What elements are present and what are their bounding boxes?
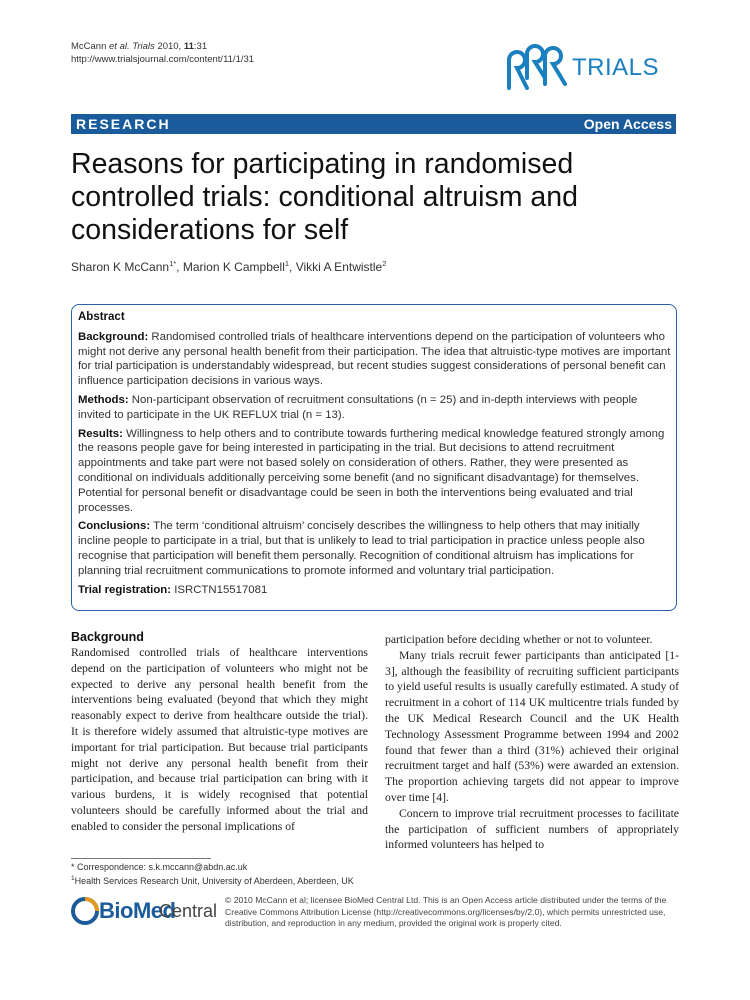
central-logo-text: Central (159, 901, 218, 921)
open-access-label: Open Access (583, 116, 672, 132)
biomed-central-icon (71, 897, 99, 925)
trials-logo-icon (505, 44, 571, 92)
license-text: © 2010 McCann et al; licensee BioMed Central Ltd. This is an Open Access article distributed under the terms of the Creative Commons Attribution License (http://creativecommons.org/licenses/by/2.0), which permits unrestricted use, distribution, and reproduction in any medium, provided the original work is properly cited. (225, 895, 667, 928)
body-paragraph: Randomised controlled trials of healthcare interventions depend on the participation of volunteers who might not be expected to derive any personal health benefit from the interventions being evaluated (beyond that which they might reasonably expect to derive from healthcare outside the trial). It is therefore widely assumed that altruistic-type motives are important for trial participation. But because trial participants might not derive any personal health benefit from their participation, and because trial participation can bring with it various burdens, it is widely recognised that potential volunteers should be carefully informed about the trial and enabled to consider the personal implications of (71, 646, 368, 833)
author: Marion K Campbell$^1$, (182, 259, 296, 274)
author-list (71, 259, 386, 274)
biomed-logo-text: BioMed (99, 898, 176, 923)
abstract-methods: Methods: Non-participant observation of recruitment consultations (n = 25) and in-depth interviews with people invited to participate in the UK REFLUX trial (n = 13). (78, 393, 638, 421)
abstract-background: Background: Randomised controlled trials of healthcare interventions depend on the participation of volunteers who might not derive any personal health benefit from their participation. The idea that altruistic-type motives are important for trial participation is understandably widespread, but recent studies suggest considerations of personal benefit can influence participation decisions in various ways. (78, 330, 671, 388)
section-banner (71, 114, 676, 134)
citation-line: McCann et al. Trials 2010, 11:31 (71, 41, 208, 52)
trials-logo (505, 44, 675, 92)
body-column-left (71, 629, 368, 835)
abstract-results: Results: Willingness to help others and to contribute towards furthering medical knowledge featured strongly among the reasons people gave for being interested in participating in the trial. But decisions to attend recruitment appointments and take part were not based solely on consideration of others. Rather, they were presented as conditional on individuals additionally perceiving some benefit (and no significant disadvantage) for themselves. Potential for personal benefit or disadvantage could be seen in both the interventions being evaluated and trial processes. (78, 427, 665, 514)
article-url-link[interactable]: http://www.trialsjournal.com/content/11/1/31 (71, 54, 255, 65)
biomed-central-logo (71, 896, 221, 926)
abstract-box (71, 304, 677, 611)
body-column-right (385, 632, 679, 853)
author: Vikki A Entwistle$^2$ (295, 259, 387, 274)
body-paragraph: Many trials recruit fewer participants than anticipated [1-3], although the feasibility of recruiting sufficient participants to yield useful results is usually carefully estimated. A study of recruitment in a cohort of 114 UK multicentre trials funded by the UK Medical Research Council and the UK Health Technology Assessment Programme between 1994 and 2002 found that fewer than a third (31%) achieved their original recruitment target and half (53%) were awarded an extension. The proportion achieving targets did not appear to improve over time [4]. (385, 648, 679, 804)
section-heading-background: Background (71, 630, 144, 644)
affiliation-note: $^1$Health Services Research Unit, University of Aberdeen, Aberdeen, UK (71, 875, 354, 886)
section-label: RESEARCH (76, 116, 171, 132)
body-paragraph: participation before deciding whether or not to volunteer. (385, 633, 653, 646)
citation-header (71, 40, 254, 66)
article-title: Reasons for participating in randomised controlled trials: conditional altruism and considerations for self (71, 148, 578, 246)
abstract-conclusions: Conclusions: The term ‘conditional altruism’ concisely describes the willingness to help others that may initially incline people to participate in a trial, but that is unlikely to lead to trial participation in practice unless people also recognise that participation will benefit them personally. Recognition of conditional altruism has implications for planning trial recruitment communications to promote informed and voluntary trial participation. (78, 520, 645, 577)
body-paragraph: Concern to improve trial recruitment processes to facilitate the participation of sufficient numbers of appropriately informed volunteers has helped to (385, 806, 679, 852)
footnotes (71, 861, 354, 887)
correspondence-note: * Correspondence: s.k.mccann@abdn.ac.uk (71, 862, 248, 872)
trials-logo-text: TRIALS (572, 54, 660, 81)
abstract-heading: Abstract (78, 311, 125, 323)
author: Sharon K McCann$^{1*}$, (71, 259, 183, 274)
footnote-divider (71, 858, 211, 859)
abstract-registration: Trial registration: ISRCTN15517081 (78, 583, 268, 596)
